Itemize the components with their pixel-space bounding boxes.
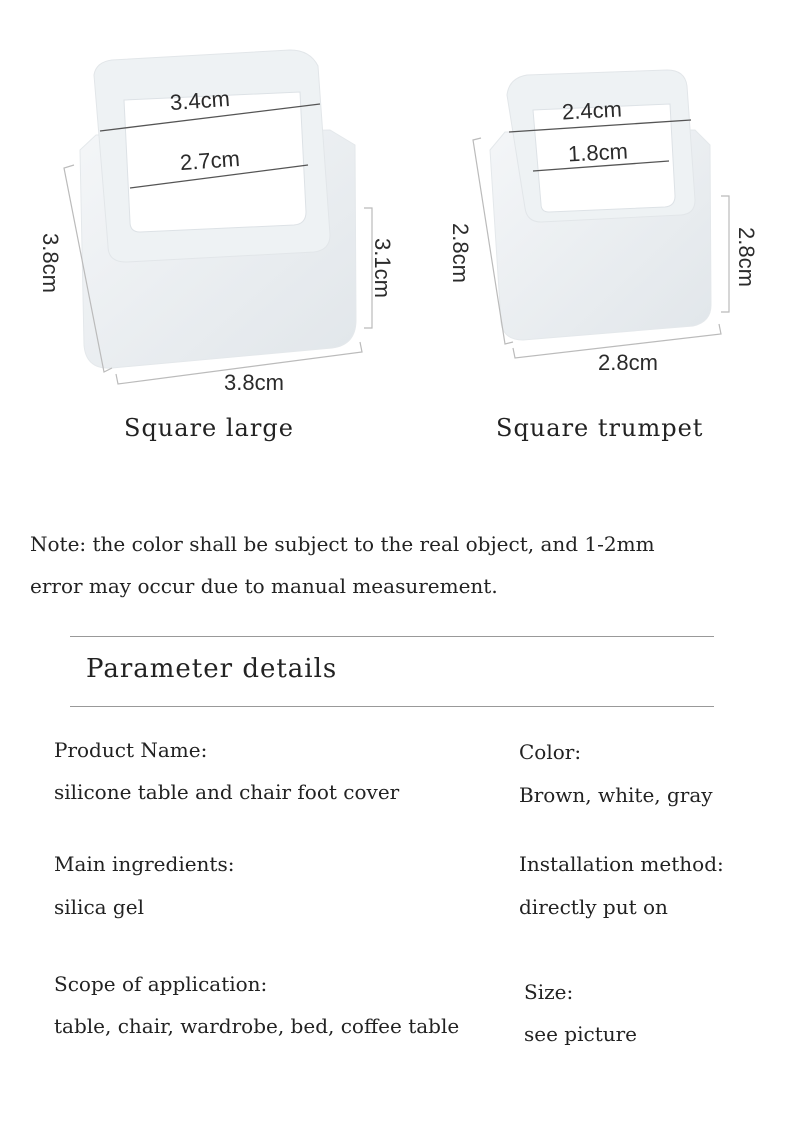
note-line-1: Note: the color shall be subject to the real object, and 1-2mm	[30, 532, 655, 556]
param-value-product-name: silicone table and chair foot cover	[54, 780, 400, 804]
dim-height-right-large: 3.1cm	[369, 238, 395, 298]
dim-inner-top-large: 2.7cm	[179, 145, 241, 176]
param-label-color: Color:	[519, 740, 582, 764]
caption-square-large: Square large	[124, 414, 294, 442]
dim-height-left-trumpet: 2.8cm	[447, 223, 473, 283]
dim-height-left-large: 3.8cm	[37, 233, 63, 293]
dim-outer-top-large: 3.4cm	[169, 85, 231, 116]
param-value-scope: table, chair, wardrobe, bed, coffee table	[54, 1014, 460, 1038]
dim-base-width-large: 3.8cm	[224, 370, 284, 395]
divider-top	[70, 636, 714, 637]
param-value-color: Brown, white, gray	[519, 783, 713, 807]
param-label-main-ingredients: Main ingredients:	[54, 852, 235, 876]
dim-inner-top-trumpet: 1.8cm	[567, 138, 629, 167]
dim-height-right-trumpet: 2.8cm	[733, 227, 759, 287]
section-title: Parameter details	[86, 654, 338, 684]
param-label-size: Size:	[524, 980, 574, 1004]
dim-outer-top-trumpet: 2.4cm	[561, 96, 623, 125]
param-value-installation-method: directly put on	[519, 895, 668, 919]
param-value-size: see picture	[524, 1022, 638, 1046]
note-line-2: error may occur due to manual measurement.	[30, 574, 498, 598]
param-value-main-ingredients: silica gel	[54, 895, 144, 919]
param-label-installation-method: Installation method:	[519, 852, 724, 876]
caption-square-trumpet: Square trumpet	[496, 414, 704, 442]
divider-bottom	[70, 706, 714, 707]
param-label-scope: Scope of application:	[54, 972, 268, 996]
dim-base-width-trumpet: 2.8cm	[598, 350, 658, 375]
param-label-product-name: Product Name:	[54, 738, 208, 762]
